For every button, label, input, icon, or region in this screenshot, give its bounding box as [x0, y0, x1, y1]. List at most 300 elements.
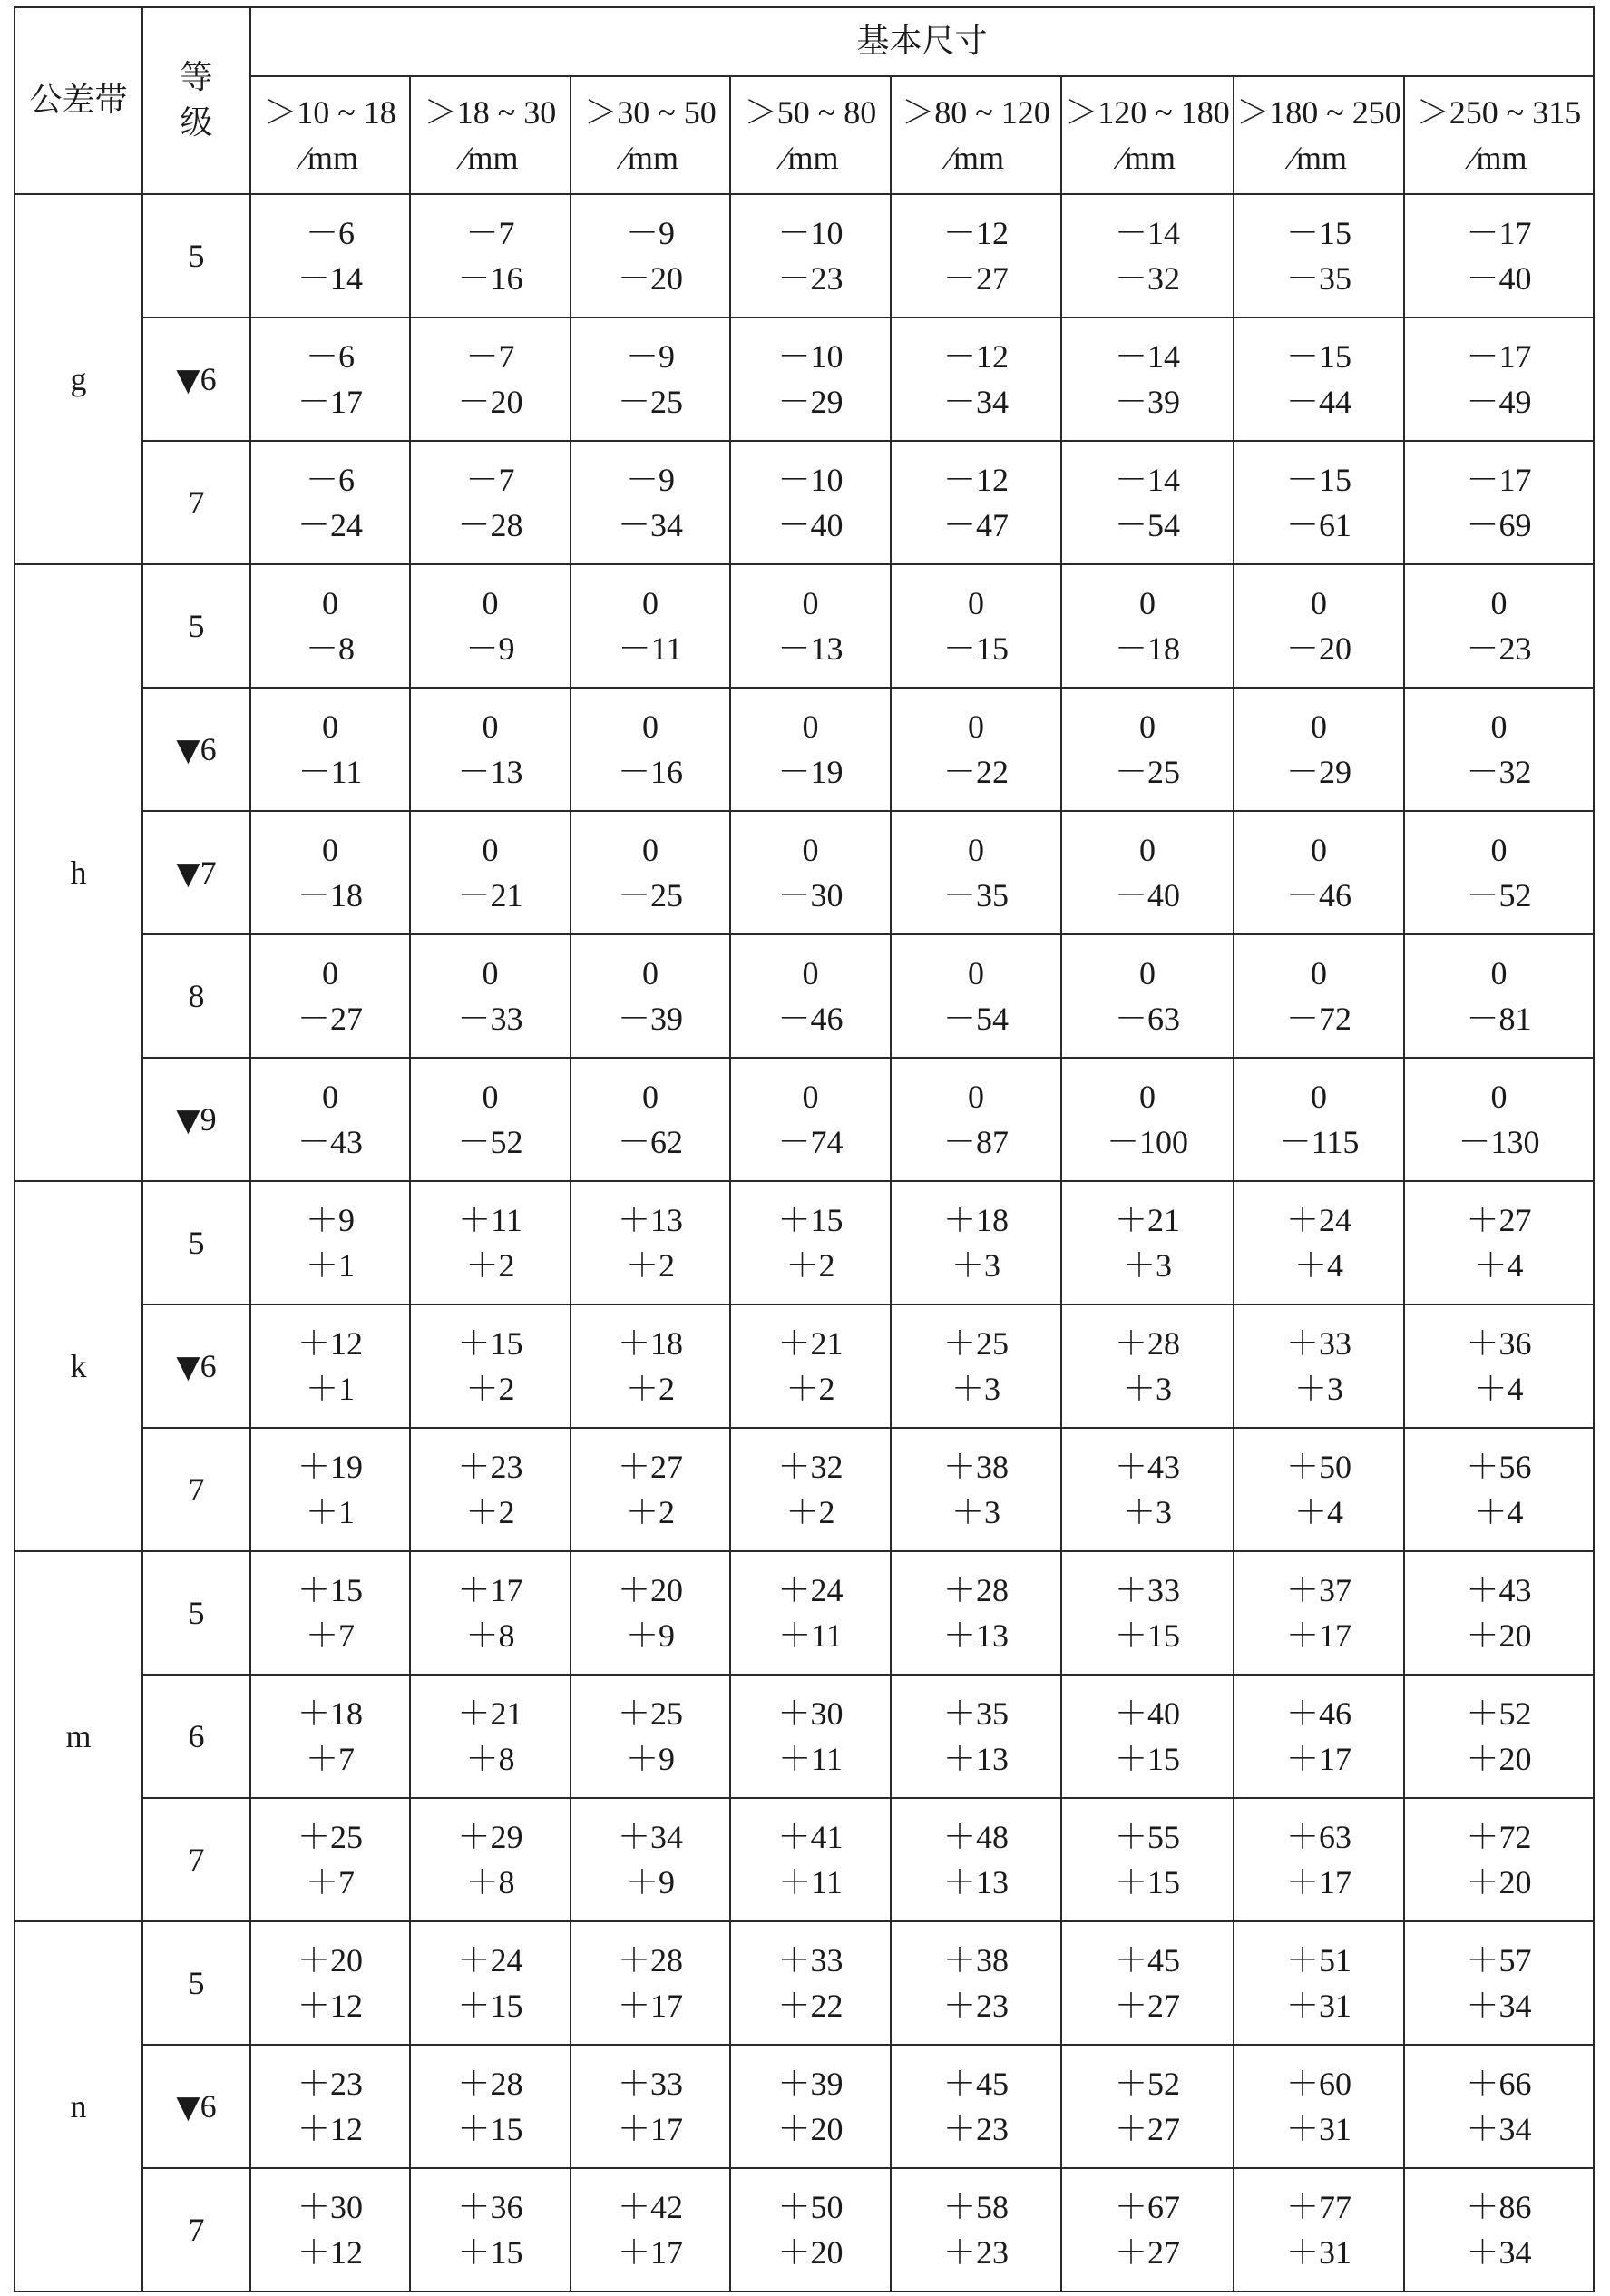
lower-deviation: ＋12: [297, 1988, 363, 2024]
lower-deviation: ＋15: [1114, 1741, 1180, 1777]
upper-deviation: ＋23: [297, 2066, 363, 2102]
lower-deviation: －72: [1285, 1001, 1351, 1037]
deviation-cell: [410, 1428, 571, 1551]
lower-deviation: －11: [618, 630, 683, 667]
grade-cell: [142, 934, 250, 1058]
upper-deviation: ＋36: [457, 2189, 523, 2225]
deviation-cell: [571, 2168, 730, 2291]
deviation-cell: [410, 318, 571, 441]
lower-deviation: ＋34: [1466, 2111, 1532, 2147]
deviation-cell: [250, 934, 410, 1058]
upper-deviation: ＋20: [297, 1942, 363, 1978]
deviation-cell: [1234, 1304, 1404, 1428]
upper-deviation: 0: [482, 1079, 499, 1115]
lower-deviation: －25: [1114, 754, 1180, 790]
lower-deviation: ＋3: [951, 1494, 1000, 1530]
grade-cell: [142, 1551, 250, 1675]
grade-cell: [142, 811, 250, 934]
deviation-cell: [250, 1304, 410, 1428]
upper-deviation: －17: [1466, 215, 1532, 251]
grade-cell: [142, 1675, 250, 1798]
size-range-unit: ∕mm: [947, 140, 1004, 176]
upper-deviation: ＋48: [942, 1819, 1009, 1855]
upper-deviation: ＋15: [777, 1202, 844, 1238]
deviation-cell: [250, 1058, 410, 1181]
deviation-cell: [1404, 1181, 1594, 1304]
lower-deviation: ＋11: [778, 1864, 843, 1900]
upper-deviation: 0: [1139, 955, 1156, 992]
grade-cell: [142, 1058, 250, 1181]
size-range-header: [1234, 76, 1404, 194]
deviation-cell: [250, 1798, 410, 1921]
lower-deviation: －54: [942, 1001, 1009, 1037]
lower-deviation: －74: [777, 1124, 844, 1160]
deviation-cell: [730, 1675, 891, 1798]
lower-deviation: －29: [1285, 754, 1351, 790]
lower-deviation: ＋4: [1474, 1371, 1524, 1407]
upper-deviation: 0: [642, 1079, 659, 1115]
deviation-cell: [891, 2045, 1061, 2168]
grade-cell: [142, 688, 250, 811]
lower-deviation: －43: [297, 1124, 363, 1160]
deviation-cell: [730, 1181, 891, 1304]
upper-deviation: 0: [968, 708, 984, 745]
lower-deviation: －115: [1278, 1124, 1360, 1160]
size-range-unit: ∕mm: [462, 140, 519, 176]
deviation-cell: [250, 194, 410, 318]
deviation-cell: [891, 934, 1061, 1058]
deviation-cell: [1061, 441, 1234, 564]
deviation-cell: [571, 1551, 730, 1675]
upper-deviation: 0: [1139, 708, 1156, 745]
table-row: [15, 1921, 1594, 2045]
deviation-cell: [730, 2045, 891, 2168]
lower-deviation: －62: [617, 1124, 683, 1160]
grade-number: 5: [188, 1595, 205, 1631]
deviation-cell: [250, 1675, 410, 1798]
grade-number: 6: [200, 730, 217, 767]
upper-deviation: 0: [1490, 832, 1508, 868]
deviation-cell: [1234, 1675, 1404, 1798]
deviation-cell: [891, 441, 1061, 564]
upper-deviation: 0: [1139, 1079, 1156, 1115]
lower-deviation: －20: [617, 260, 683, 297]
lower-deviation: －54: [1114, 507, 1180, 543]
grade-cell: [142, 1921, 250, 2045]
grade-number: 6: [200, 1347, 217, 1384]
size-range-unit: ∕mm: [621, 140, 678, 176]
lower-deviation: ＋1: [305, 1494, 355, 1530]
lower-deviation: －20: [1285, 630, 1351, 667]
size-range-unit: ∕mm: [1290, 140, 1347, 176]
deviation-cell: [1404, 318, 1594, 441]
grade-cell: [142, 1798, 250, 1921]
deviation-cell: [1234, 1428, 1404, 1551]
lower-deviation: －130: [1458, 1124, 1540, 1160]
grade-header-line2: 级: [180, 104, 213, 142]
lower-deviation: －47: [942, 507, 1009, 543]
deviation-cell: [891, 1058, 1061, 1181]
tolerance-band-cell: g: [15, 194, 142, 564]
size-range-header: [1404, 76, 1594, 194]
upper-deviation: －17: [1466, 462, 1532, 498]
lower-deviation: ＋9: [625, 1617, 675, 1654]
lower-deviation: ＋11: [778, 1617, 843, 1654]
deviation-cell: [1061, 564, 1234, 688]
lower-deviation: ＋31: [1285, 2234, 1351, 2271]
deviation-cell: [1404, 1921, 1594, 2045]
lower-deviation: ＋12: [297, 2111, 363, 2147]
upper-deviation: ＋58: [942, 2189, 1009, 2225]
upper-deviation: －14: [1114, 215, 1180, 251]
lower-deviation: ＋13: [942, 1741, 1009, 1777]
upper-deviation: ＋19: [297, 1449, 363, 1485]
deviation-cell: [250, 441, 410, 564]
upper-deviation: －12: [942, 215, 1009, 251]
grade-cell: [142, 441, 250, 564]
upper-deviation: －7: [465, 462, 515, 498]
deviation-cell: [1234, 194, 1404, 318]
deviation-cell: [571, 441, 730, 564]
lower-deviation: ＋20: [1466, 1864, 1532, 1900]
deviation-cell: [891, 2168, 1061, 2291]
deviation-cell: [730, 934, 891, 1058]
upper-deviation: 0: [322, 832, 338, 868]
lower-deviation: －11: [298, 754, 363, 790]
table-row: [15, 1798, 1594, 1921]
tolerance-band-cell: h: [15, 564, 142, 1181]
lower-deviation: －9: [465, 630, 515, 667]
upper-deviation: 0: [642, 708, 659, 745]
upper-deviation: ＋32: [777, 1449, 844, 1485]
lower-deviation: －20: [457, 384, 523, 420]
deviation-cell: [730, 1921, 891, 2045]
deviation-cell: [410, 194, 571, 318]
deviation-cell: [571, 1798, 730, 1921]
upper-deviation: －10: [777, 215, 844, 251]
upper-deviation: －7: [465, 338, 515, 375]
upper-deviation: －15: [1285, 462, 1351, 498]
lower-deviation: －81: [1466, 1001, 1532, 1037]
deviation-cell: [891, 1181, 1061, 1304]
deviation-cell: [1061, 1304, 1234, 1428]
lower-deviation: ＋23: [942, 1988, 1009, 2024]
lower-deviation: ＋15: [457, 2234, 523, 2271]
grade-number: 5: [188, 1965, 205, 2001]
deviation-cell: [571, 1428, 730, 1551]
lower-deviation: ＋7: [305, 1864, 355, 1900]
deviation-cell: [571, 194, 730, 318]
lower-deviation: －29: [777, 384, 844, 420]
size-range-header: [250, 76, 410, 194]
deviation-cell: [1061, 1921, 1234, 2045]
lower-deviation: ＋2: [465, 1371, 515, 1407]
lower-deviation: ＋8: [465, 1741, 515, 1777]
upper-deviation: 0: [482, 585, 499, 621]
lower-deviation: ＋2: [465, 1494, 515, 1530]
grade-cell: [142, 1304, 250, 1428]
upper-deviation: ＋21: [777, 1325, 844, 1362]
upper-deviation: 0: [1490, 585, 1508, 621]
preferred-marker-icon: ▼: [176, 361, 200, 398]
deviation-cell: [1404, 688, 1594, 811]
preferred-marker-icon: ▼: [176, 1348, 200, 1385]
deviation-cell: [410, 1921, 571, 2045]
upper-deviation: 0: [1139, 585, 1156, 621]
upper-deviation: ＋18: [942, 1202, 1009, 1238]
tolerance-band-cell: k: [15, 1181, 142, 1551]
upper-deviation: 0: [1490, 708, 1508, 745]
upper-deviation: ＋35: [942, 1695, 1009, 1732]
lower-deviation: －28: [457, 507, 523, 543]
lower-deviation: －100: [1106, 1124, 1188, 1160]
table-row: [15, 1551, 1594, 1675]
upper-deviation: ＋72: [1466, 1819, 1532, 1855]
band-header-label: 公差带: [29, 82, 128, 119]
lower-deviation: ＋2: [625, 1247, 675, 1284]
upper-deviation: ＋45: [1114, 1942, 1180, 1978]
lower-deviation: －32: [1114, 260, 1180, 297]
lower-deviation: ＋20: [1466, 1741, 1532, 1777]
upper-deviation: －9: [625, 215, 675, 251]
upper-deviation: ＋25: [942, 1325, 1009, 1362]
table-row: [15, 1304, 1594, 1428]
table-row: [15, 2168, 1594, 2291]
lower-deviation: ＋2: [625, 1371, 675, 1407]
upper-deviation: ＋21: [1114, 1202, 1180, 1238]
grade-number: 7: [188, 2212, 205, 2248]
deviation-cell: [250, 688, 410, 811]
lower-deviation: －46: [1285, 877, 1351, 914]
size-range-text: ＞50 ~ 80: [744, 94, 877, 131]
size-group-label: 基本尺寸: [856, 23, 988, 60]
tolerance-table: [14, 6, 1595, 2292]
deviation-cell: [1061, 194, 1234, 318]
lower-deviation: －25: [617, 384, 683, 420]
lower-deviation: ＋20: [777, 2234, 844, 2271]
size-range-text: ＞120 ~ 180: [1065, 94, 1230, 131]
lower-deviation: ＋31: [1285, 2111, 1351, 2147]
upper-deviation: 0: [802, 1079, 819, 1115]
grade-cell: [142, 2168, 250, 2291]
deviation-cell: [1234, 1551, 1404, 1675]
deviation-cell: [1404, 2168, 1594, 2291]
lower-deviation: －19: [777, 754, 844, 790]
lower-deviation: ＋15: [1114, 1864, 1180, 1900]
grade-number: 5: [188, 608, 205, 644]
grade-header-line1: 等: [180, 59, 213, 96]
upper-deviation: 0: [482, 955, 499, 992]
upper-deviation: ＋43: [1466, 1572, 1532, 1608]
upper-deviation: －9: [625, 462, 675, 498]
lower-deviation: －34: [942, 384, 1009, 420]
deviation-cell: [1061, 1428, 1234, 1551]
upper-deviation: －6: [305, 215, 355, 251]
lower-deviation: ＋4: [1474, 1247, 1524, 1284]
upper-deviation: 0: [642, 955, 659, 992]
upper-deviation: 0: [322, 585, 338, 621]
lower-deviation: －52: [1466, 877, 1532, 914]
upper-deviation: ＋15: [297, 1572, 363, 1608]
deviation-cell: [571, 564, 730, 688]
deviation-cell: [410, 564, 571, 688]
deviation-cell: [1404, 1675, 1594, 1798]
lower-deviation: －21: [457, 877, 523, 914]
upper-deviation: ＋42: [617, 2189, 683, 2225]
lower-deviation: ＋17: [1285, 1741, 1351, 1777]
deviation-cell: [410, 1181, 571, 1304]
deviation-cell: [891, 1921, 1061, 2045]
lower-deviation: ＋23: [942, 2234, 1009, 2271]
lower-deviation: ＋2: [785, 1371, 835, 1407]
deviation-cell: [730, 441, 891, 564]
upper-deviation: －7: [465, 215, 515, 251]
deviation-cell: [571, 1921, 730, 2045]
deviation-cell: [1404, 934, 1594, 1058]
preferred-marker-icon: ▼: [176, 1101, 200, 1138]
deviation-cell: [730, 318, 891, 441]
deviation-cell: [1234, 564, 1404, 688]
deviation-cell: [1234, 934, 1404, 1058]
lower-deviation: －18: [297, 877, 363, 914]
lower-deviation: －40: [1466, 260, 1532, 297]
deviation-cell: [1404, 811, 1594, 934]
upper-deviation: ＋38: [942, 1942, 1009, 1978]
grade-number: 6: [200, 360, 217, 397]
band-header: [15, 7, 142, 194]
deviation-cell: [571, 1181, 730, 1304]
lower-deviation: ＋2: [625, 1494, 675, 1530]
preferred-marker-icon: ▼: [176, 2088, 200, 2125]
upper-deviation: ＋18: [617, 1325, 683, 1362]
upper-deviation: ＋17: [457, 1572, 523, 1608]
upper-deviation: ＋15: [457, 1325, 523, 1362]
lower-deviation: ＋8: [465, 1617, 515, 1654]
deviation-cell: [730, 688, 891, 811]
grade-cell: [142, 1181, 250, 1304]
upper-deviation: 0: [1311, 832, 1327, 868]
upper-deviation: ＋36: [1466, 1325, 1532, 1362]
upper-deviation: －6: [305, 338, 355, 375]
upper-deviation: －10: [777, 338, 844, 375]
upper-deviation: ＋40: [1114, 1695, 1180, 1732]
size-range-unit: ∕mm: [1470, 140, 1527, 176]
upper-deviation: －17: [1466, 338, 1532, 375]
lower-deviation: ＋27: [1114, 2234, 1180, 2271]
upper-deviation: ＋38: [942, 1449, 1009, 1485]
upper-deviation: ＋50: [1285, 1449, 1351, 1485]
upper-deviation: ＋9: [305, 1202, 355, 1238]
upper-deviation: ＋46: [1285, 1695, 1351, 1732]
upper-deviation: －14: [1114, 338, 1180, 375]
upper-deviation: ＋28: [457, 2066, 523, 2102]
upper-deviation: ＋33: [1285, 1325, 1351, 1362]
upper-deviation: ＋33: [1114, 1572, 1180, 1608]
upper-deviation: －12: [942, 338, 1009, 375]
grade-cell: [142, 564, 250, 688]
lower-deviation: －30: [777, 877, 844, 914]
deviation-cell: [250, 2045, 410, 2168]
size-range-unit: ∕mm: [1118, 140, 1176, 176]
upper-deviation: 0: [1311, 1079, 1327, 1115]
lower-deviation: －87: [942, 1124, 1009, 1160]
upper-deviation: ＋30: [777, 1695, 844, 1732]
deviation-cell: [1061, 318, 1234, 441]
lower-deviation: －13: [777, 630, 844, 667]
deviation-cell: [410, 2168, 571, 2291]
lower-deviation: ＋9: [625, 1741, 675, 1777]
lower-deviation: －52: [457, 1124, 523, 1160]
upper-deviation: ＋34: [617, 1819, 683, 1855]
lower-deviation: ＋20: [777, 2111, 844, 2147]
grade-number: 6: [200, 2087, 217, 2125]
deviation-cell: [410, 1798, 571, 1921]
size-range-unit: ∕mm: [782, 140, 839, 176]
lower-deviation: －39: [617, 1001, 683, 1037]
deviation-cell: [571, 1058, 730, 1181]
lower-deviation: ＋17: [1285, 1617, 1351, 1654]
upper-deviation: 0: [802, 955, 819, 992]
lower-deviation: －44: [1285, 384, 1351, 420]
upper-deviation: ＋43: [1114, 1449, 1180, 1485]
lower-deviation: ＋8: [465, 1864, 515, 1900]
lower-deviation: ＋20: [1466, 1617, 1532, 1654]
upper-deviation: 0: [968, 832, 984, 868]
deviation-cell: [1404, 1058, 1594, 1181]
table-row: [15, 194, 1594, 318]
upper-deviation: 0: [1311, 708, 1327, 745]
deviation-cell: [1061, 1675, 1234, 1798]
lower-deviation: －22: [942, 754, 1009, 790]
size-range-text: ＞30 ~ 50: [584, 94, 717, 131]
upper-deviation: ＋33: [777, 1942, 844, 1978]
upper-deviation: ＋77: [1285, 2189, 1351, 2225]
lower-deviation: －35: [1285, 260, 1351, 297]
upper-deviation: 0: [1311, 955, 1327, 992]
upper-deviation: ＋25: [617, 1695, 683, 1732]
deviation-cell: [891, 1675, 1061, 1798]
upper-deviation: ＋29: [457, 1819, 523, 1855]
upper-deviation: ＋55: [1114, 1819, 1180, 1855]
deviation-cell: [1404, 441, 1594, 564]
size-range-text: ＞250 ~ 315: [1416, 94, 1582, 131]
upper-deviation: ＋33: [617, 2066, 683, 2102]
grade-header: [142, 7, 250, 194]
upper-deviation: －15: [1285, 215, 1351, 251]
lower-deviation: ＋1: [305, 1247, 355, 1284]
deviation-cell: [730, 564, 891, 688]
lower-deviation: －16: [617, 754, 683, 790]
upper-deviation: 0: [642, 585, 659, 621]
deviation-cell: [1404, 1798, 1594, 1921]
table-row: [15, 2045, 1594, 2168]
upper-deviation: ＋45: [942, 2066, 1009, 2102]
upper-deviation: 0: [482, 832, 499, 868]
deviation-cell: [571, 934, 730, 1058]
lower-deviation: －40: [777, 507, 844, 543]
upper-deviation: 0: [968, 585, 984, 621]
upper-deviation: ＋67: [1114, 2189, 1180, 2225]
deviation-cell: [571, 1304, 730, 1428]
upper-deviation: ＋27: [617, 1449, 683, 1485]
lower-deviation: －40: [1114, 877, 1180, 914]
grade-number: 7: [188, 1471, 205, 1508]
deviation-cell: [1404, 564, 1594, 688]
lower-deviation: －33: [457, 1001, 523, 1037]
upper-deviation: ＋21: [457, 1695, 523, 1732]
lower-deviation: ＋27: [1114, 2111, 1180, 2147]
deviation-cell: [571, 2045, 730, 2168]
